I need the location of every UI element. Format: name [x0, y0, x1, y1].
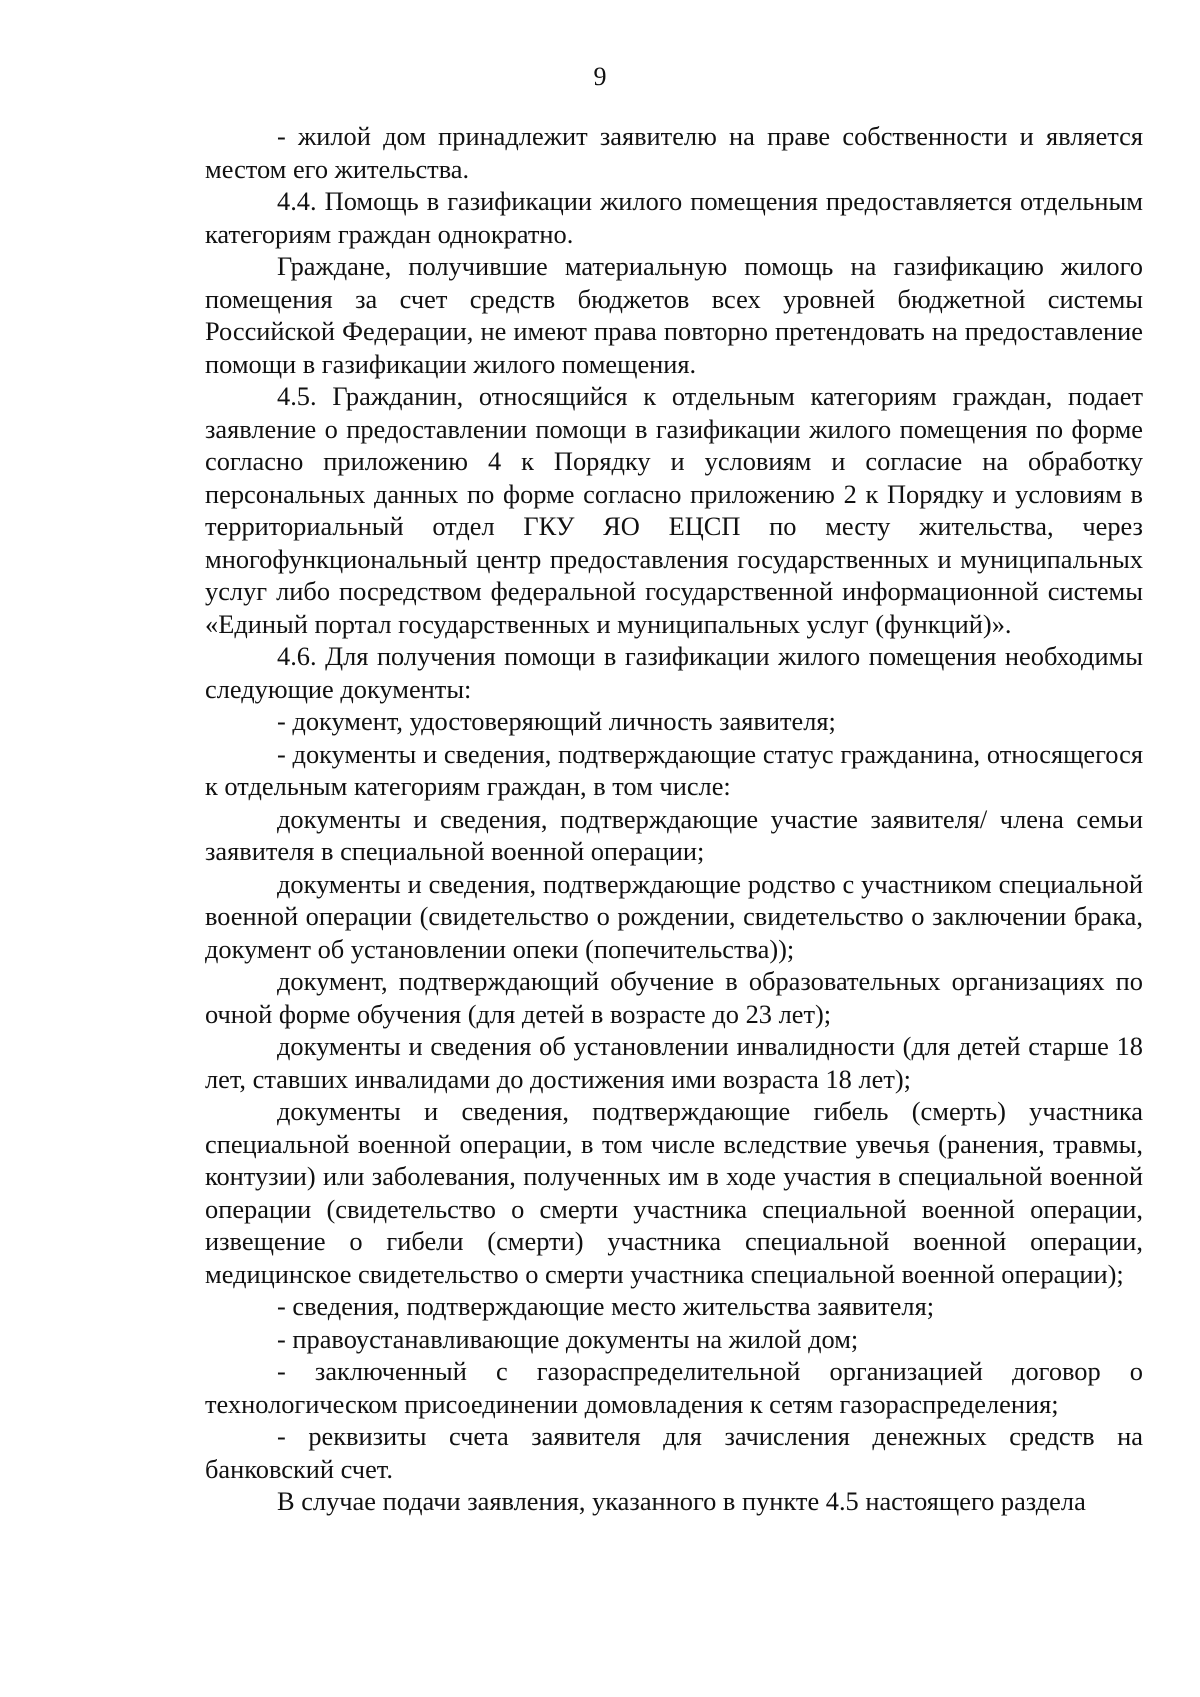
paragraph: - сведения, подтверждающие место жительства заявителя; — [277, 1291, 935, 1321]
paragraph: документы и сведения, подтверждающие участие заявителя/ члена семьи заявителя в специальной военной операции; — [205, 803, 1143, 866]
paragraph: - жилой дом принадлежит заявителю на праве собственности и является местом его жительства. — [205, 121, 1143, 184]
paragraph: 4.6. Для получения помощи в газификации жилого помещения необходимы следующие документы: — [205, 641, 1143, 704]
paragraph: - правоустанавливающие документы на жилой дом; — [277, 1323, 859, 1354]
paragraph: документы и сведения, подтверждающие гибель (смерть) участника специальной военной операции, в том числе вследствие увечья (ранения, травмы, контузии) или заболевания, полученных им в ходе участия в специальной военной операции (свидетельство о смерти участника специальной военной операции, извещение о гибели (смерти) участника специальной военной операции, медицинское свидетельство о смерти участника специальной военной операции); — [205, 1096, 1143, 1289]
paragraph: - заключенный с газораспределительной организацией договор о технологическом присоединении домовладения к сетям газораспределения; — [205, 1356, 1143, 1419]
paragraph: - документ, удостоверяющий личность заявителя; — [277, 706, 836, 736]
paragraph: документы и сведения, подтверждающие родство с участником специальной военной операции (свидетельство о рождении, свидетельство о заключении брака, документ об установлении опеки (попечительства)); — [205, 868, 1143, 964]
page-number: 9 — [593, 62, 607, 91]
paragraph: документы и сведения об установлении инвалидности (для детей старше 18 лет, ставших инвалидами до достижения ими возраста 18 лет); — [205, 1031, 1143, 1094]
paragraph: 4.4. Помощь в газификации жилого помещения предоставляется отдельным категориям граждан однократно. — [205, 186, 1143, 249]
paragraph: документ, подтверждающий обучение в образовательных организациях по очной форме обучения (для детей в возрасте до 23 лет); — [205, 966, 1143, 1029]
paragraph: 4.5. Гражданин, относящийся к отдельным категориям граждан, подает заявление о предоставлении помощи в газификации жилого помещения по форме согласно приложению 4 к Порядку и условиям и согласие на обработку персональных данных по форме согласно приложению 2 к Порядку и условиям в территориальный отдел ГКУ ЯО ЕЦСП по месту жительства, через многофункциональный центр предоставления государственных и муниципальных услуг либо посредством федеральной государственной информационной системы «Единый портал государственных и муниципальных услуг (функций)». — [205, 381, 1143, 639]
paragraph: Граждане, получившие материальную помощь на газификацию жилого помещения за счет средств бюджетов всех уровней бюджетной системы Российской Федерации, не имеют права повторно претендовать на предоставление помощи в газификации жилого помещения. — [205, 251, 1143, 379]
document-body — [205, 120, 1143, 1518]
paragraph: - документы и сведения, подтверждающие статус гражданина, относящегося к отдельным категориям граждан, в том числе: — [205, 738, 1143, 801]
paragraph: В случае подачи заявления, указанного в пункте 4.5 настоящего раздела — [277, 1486, 1086, 1516]
paragraph: - реквизиты счета заявителя для зачисления денежных средств на банковский счет. — [205, 1421, 1143, 1484]
